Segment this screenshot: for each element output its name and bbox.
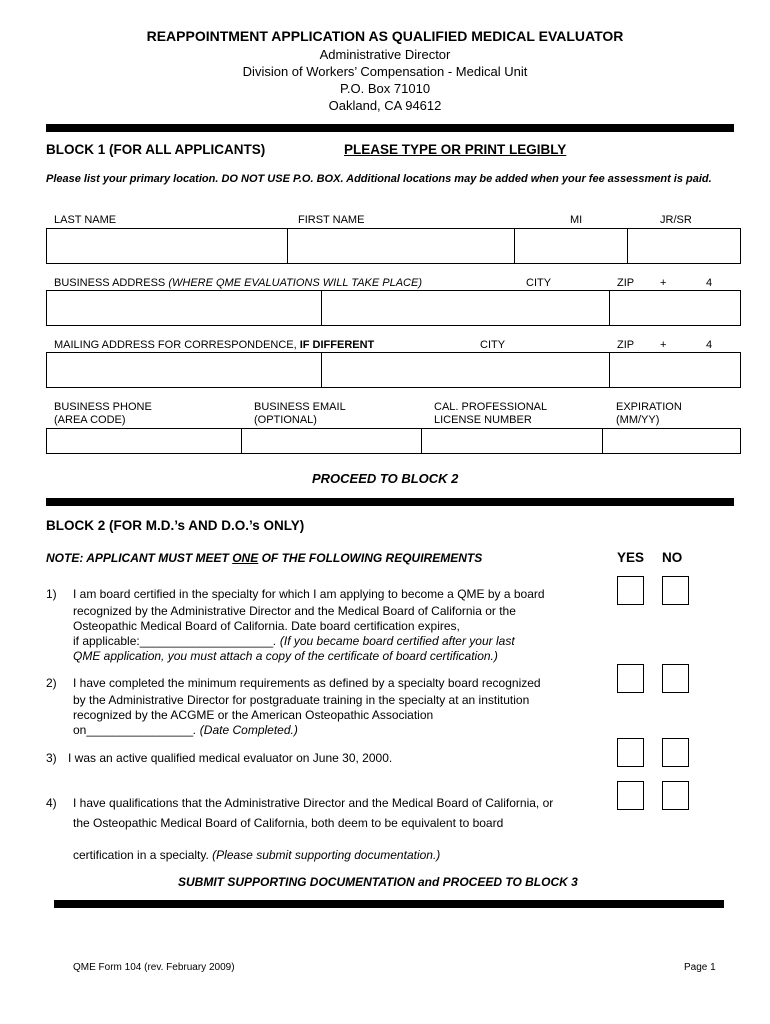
req2-no-checkbox[interactable] — [662, 664, 689, 693]
mailing-zip-label: ZIP — [617, 339, 635, 351]
mailing-address-label: MAILING ADDRESS FOR CORRESPONDENCE, IF DIFFERENT — [54, 339, 375, 351]
req2-yes-checkbox[interactable] — [617, 664, 644, 693]
req4-no-checkbox[interactable] — [662, 781, 689, 810]
contact-row — [46, 428, 741, 454]
req3-yes-checkbox[interactable] — [617, 738, 644, 767]
address-line-3: P.O. Box 71010 — [339, 81, 431, 96]
req1-number: 1) — [46, 587, 57, 601]
req4-text: I have qualifications that the Administrative Director and the Medical Board of California, or the Osteopathic Medical Board of California, both deem to be equivalent to board certification in a specialty. (Please submit supporting documentation.) — [73, 796, 554, 862]
business-phone-field[interactable] — [46, 428, 242, 454]
first-name-field[interactable] — [287, 228, 515, 264]
mi-field[interactable] — [514, 228, 628, 264]
req4-number: 4) — [46, 796, 57, 810]
form-number: QME Form 104 (rev. February 2009) — [73, 962, 235, 973]
license-number-label: CAL. PROFESSIONAL LICENSE NUMBER — [434, 401, 548, 426]
divider-top — [46, 124, 734, 132]
address-line-2: Division of Workers’ Compensation - Medical Unit — [242, 64, 528, 79]
req3-no-checkbox[interactable] — [662, 738, 689, 767]
block1-heading: BLOCK 1 (FOR ALL APPLICANTS) — [46, 142, 266, 157]
last-name-label: LAST NAME — [54, 214, 117, 226]
divider-bottom — [54, 900, 724, 908]
jrsr-field[interactable] — [627, 228, 741, 264]
mailing-city-field[interactable] — [321, 352, 610, 388]
business-phone-label: BUSINESS PHONE (AREA CODE) — [54, 401, 152, 426]
req1-text: I am board certified in the specialty for which I am applying to become a QME by a board recognized by the Administrative Director and the Medical Board of California or the Osteopathic Medical Board of California. Date board certification expires, if applicable:____________________. (If you became board certified after your last QME application, you must attach a copy of the certificate of board certification.) — [73, 587, 545, 663]
proceed-to-block2: PROCEED TO BLOCK 2 — [312, 471, 459, 486]
business-zip-label: ZIP — [617, 277, 635, 289]
business-address-row — [46, 290, 741, 326]
req2-number: 2) — [46, 676, 57, 690]
jrsr-label: JR/SR — [660, 214, 692, 226]
expiration-field[interactable] — [602, 428, 741, 454]
req1-no-checkbox[interactable] — [662, 576, 689, 605]
mailing-address-field[interactable] — [46, 352, 322, 388]
address-line-4: Oakland, CA 94612 — [328, 98, 442, 113]
expiration-label: EXPIRATION (MM/YY) — [616, 401, 682, 426]
business-email-label: BUSINESS EMAIL (OPTIONAL) — [254, 401, 346, 426]
mailing-zip-field[interactable] — [609, 352, 741, 388]
page-number: Page 1 — [684, 962, 716, 973]
block1-note: Please list your primary location. DO NOT USE P.O. BOX. Additional locations may be added when your fee assessment is paid. — [46, 173, 712, 185]
req1-yes-checkbox[interactable] — [617, 576, 644, 605]
mi-label: MI — [570, 214, 583, 226]
block1-instruction: PLEASE TYPE OR PRINT LEGIBLY — [344, 142, 567, 157]
business-address-label: BUSINESS ADDRESS (WHERE QME EVALUATIONS WILL TAKE PLACE) — [54, 277, 422, 289]
req3-text: I was an active qualified medical evaluator on June 30, 2000. — [68, 751, 393, 765]
req4-yes-checkbox[interactable] — [617, 781, 644, 810]
name-row — [46, 228, 741, 264]
first-name-label: FIRST NAME — [298, 214, 365, 226]
license-number-field[interactable] — [421, 428, 603, 454]
divider-middle — [46, 498, 734, 506]
business-zip-field[interactable] — [609, 290, 741, 326]
block2-heading: BLOCK 2 (FOR M.D.’s AND D.O.’s ONLY) — [46, 518, 305, 533]
business-zip-4: 4 — [706, 277, 713, 289]
business-city-label: CITY — [526, 277, 552, 289]
business-email-field[interactable] — [241, 428, 422, 454]
form-title: REAPPOINTMENT APPLICATION AS QUALIFIED MEDICAL EVALUATOR — [146, 28, 624, 44]
last-name-field[interactable] — [46, 228, 288, 264]
submit-and-proceed: SUBMIT SUPPORTING DOCUMENTATION and PROCEED TO BLOCK 3 — [178, 875, 578, 889]
req2-text: I have completed the minimum requirements as defined by a specialty board recognized by the Administrative Director for postgraduate training in the specialty at an institution recognized by the ACGME or the American Osteopathic Association on________________. (Date Completed.) — [73, 676, 541, 737]
no-header: NO — [662, 550, 683, 565]
address-line-1: Administrative Director — [319, 47, 451, 62]
mailing-address-row — [46, 352, 741, 388]
business-address-field[interactable] — [46, 290, 322, 326]
req3-number: 3) — [46, 751, 57, 765]
business-zip-plus: + — [660, 277, 667, 289]
mailing-zip-plus: + — [660, 339, 667, 351]
block2-note: NOTE: APPLICANT MUST MEET ONE OF THE FOLLOWING REQUIREMENTS — [46, 551, 483, 565]
mailing-zip-4: 4 — [706, 339, 713, 351]
mailing-city-label: CITY — [480, 339, 506, 351]
yes-header: YES — [617, 550, 645, 565]
business-city-field[interactable] — [321, 290, 610, 326]
